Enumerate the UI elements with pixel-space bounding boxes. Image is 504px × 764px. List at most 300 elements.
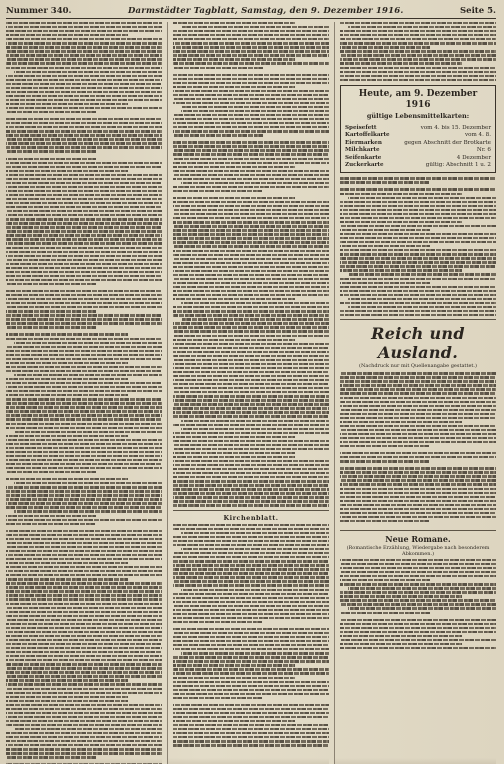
article-text-block <box>6 22 162 764</box>
article-text-block <box>340 22 496 81</box>
text-line <box>6 643 162 645</box>
text-line <box>340 520 430 522</box>
article-text-block <box>340 372 496 527</box>
text-columns <box>6 22 496 764</box>
text-line <box>173 552 329 554</box>
text-line <box>6 696 128 698</box>
text-line <box>340 417 496 419</box>
text-line <box>173 740 329 742</box>
text-line <box>14 728 162 730</box>
text-line <box>173 432 329 434</box>
text-line <box>340 452 496 454</box>
ration-row <box>345 147 491 154</box>
text-line <box>173 178 329 180</box>
text-line <box>173 174 329 176</box>
text-line <box>6 578 128 580</box>
text-line <box>340 612 430 614</box>
text-line <box>6 471 96 473</box>
text-line <box>6 736 162 738</box>
text-line <box>348 273 496 275</box>
text-line <box>340 421 462 423</box>
text-line <box>6 370 162 372</box>
text-line <box>6 378 128 380</box>
section-heading: Reich und Ausland. <box>371 324 465 363</box>
text-line <box>348 306 496 308</box>
text-line <box>173 98 329 100</box>
text-line <box>173 190 263 192</box>
text-line <box>173 640 329 642</box>
article-text-block <box>340 177 496 316</box>
text-line <box>340 483 496 485</box>
text-line <box>173 391 329 393</box>
text-line <box>173 524 329 526</box>
text-line <box>6 134 162 136</box>
text-line <box>6 366 162 368</box>
text-line <box>6 667 162 669</box>
text-line <box>340 460 430 462</box>
text-line <box>6 87 162 89</box>
text-line <box>6 279 162 281</box>
text-line <box>6 170 128 172</box>
text-line <box>6 166 162 168</box>
text-line <box>173 636 329 638</box>
text-line <box>6 146 162 148</box>
text-line <box>6 590 162 592</box>
text-line <box>340 67 496 69</box>
text-line <box>173 708 329 710</box>
ration-item-name: Speisefett <box>345 124 377 131</box>
text-line <box>6 639 162 641</box>
text-line <box>6 398 162 400</box>
text-line <box>6 582 162 584</box>
text-line <box>340 38 496 40</box>
text-line <box>173 170 329 172</box>
text-line <box>340 504 496 506</box>
text-line <box>14 482 162 484</box>
text-line <box>6 142 162 144</box>
text-line <box>6 38 162 40</box>
text-line <box>6 406 162 408</box>
ration-item-validity: gegen Abschnitt der Brotkarte <box>404 139 491 146</box>
text-line <box>6 724 162 726</box>
text-line <box>6 42 162 44</box>
text-line <box>14 510 162 512</box>
text-line <box>6 182 162 184</box>
text-line <box>340 405 496 407</box>
text-line <box>340 471 496 473</box>
text-line <box>181 106 329 108</box>
text-line <box>173 262 329 264</box>
text-line <box>14 431 162 433</box>
text-line <box>6 218 162 220</box>
text-line <box>6 50 162 52</box>
text-line <box>173 488 329 490</box>
text-line <box>173 335 329 337</box>
text-line <box>6 230 162 232</box>
text-line <box>340 30 496 32</box>
text-line <box>6 271 162 273</box>
text-line <box>6 255 162 257</box>
text-line <box>6 688 162 690</box>
text-line <box>6 138 162 140</box>
text-line <box>340 229 430 231</box>
text-line <box>173 274 329 276</box>
text-line <box>6 744 162 746</box>
text-line <box>340 623 496 625</box>
text-line <box>348 587 496 589</box>
text-line <box>173 660 329 662</box>
text-line <box>6 202 162 204</box>
text-line <box>6 62 162 64</box>
text-line <box>340 631 496 633</box>
issue-number: Nummer 340. <box>6 6 72 16</box>
text-line <box>173 343 329 345</box>
ration-list <box>345 125 491 169</box>
text-line <box>173 648 329 650</box>
text-line <box>340 290 496 292</box>
text-line <box>340 496 496 498</box>
text-line <box>6 443 162 445</box>
text-line <box>6 283 96 285</box>
ration-item-name: Eiermarken <box>345 139 382 146</box>
text-line <box>173 126 329 128</box>
text-line <box>173 67 263 69</box>
text-line <box>340 278 496 280</box>
ration-row <box>345 125 491 132</box>
text-line <box>6 410 162 412</box>
text-line <box>340 595 462 597</box>
text-line <box>173 395 329 397</box>
text-line <box>6 259 162 261</box>
text-line <box>173 162 329 164</box>
ration-item-validity: vom 4. 8. <box>464 132 491 139</box>
text-line <box>6 322 162 324</box>
kirchliche-heading: Kirchenblatt. <box>223 513 279 522</box>
text-line <box>173 712 329 714</box>
ration-item-validity: Nr. 6 <box>476 147 491 154</box>
text-line <box>340 54 496 56</box>
text-line <box>6 574 162 576</box>
text-line <box>6 523 96 525</box>
text-line <box>173 568 329 570</box>
text-line <box>6 615 162 617</box>
page-header <box>6 6 496 19</box>
text-line <box>173 732 329 734</box>
text-line <box>14 342 162 344</box>
text-line <box>6 611 162 613</box>
text-line <box>173 149 329 151</box>
text-line <box>14 374 162 376</box>
text-line <box>348 607 496 609</box>
text-line <box>6 534 162 536</box>
text-line <box>6 302 162 304</box>
text-line <box>340 46 430 48</box>
text-line <box>173 241 329 243</box>
page-number: Seite 5. <box>460 6 496 16</box>
text-line <box>6 635 162 637</box>
text-line <box>340 221 462 223</box>
ration-item-validity: vom 4. bis 15. Dezember <box>420 124 491 131</box>
text-line <box>6 386 162 388</box>
text-line <box>173 668 329 670</box>
text-line <box>181 110 329 112</box>
text-line <box>173 130 329 132</box>
text-line <box>340 603 496 605</box>
text-line <box>173 266 329 268</box>
text-line <box>340 567 496 569</box>
text-line <box>340 42 496 44</box>
text-line <box>348 197 496 199</box>
text-line <box>340 225 496 227</box>
text-line <box>173 484 329 486</box>
text-line <box>173 576 329 578</box>
text-line <box>173 254 329 256</box>
text-line <box>340 269 462 271</box>
text-line <box>173 601 329 603</box>
text-line <box>6 75 162 77</box>
text-line <box>6 194 162 196</box>
text-line <box>6 651 162 653</box>
text-line <box>340 441 496 443</box>
text-line <box>173 580 329 582</box>
text-line <box>340 475 496 477</box>
text-line <box>6 99 162 101</box>
text-line <box>173 492 329 494</box>
text-line <box>173 250 329 252</box>
text-line <box>173 278 329 280</box>
text-line <box>6 740 162 742</box>
text-line <box>6 210 162 212</box>
text-line <box>340 639 496 641</box>
text-line <box>6 498 162 500</box>
text-line <box>340 647 496 649</box>
text-line <box>340 492 496 494</box>
ration-cards-box <box>340 85 496 173</box>
text-line <box>6 538 162 540</box>
text-line <box>181 428 329 430</box>
text-line <box>340 571 496 573</box>
text-line <box>340 575 496 577</box>
text-line <box>6 439 162 441</box>
ration-item-name: Zuckerkarte <box>345 161 384 168</box>
text-line <box>173 597 329 599</box>
text-line <box>173 30 329 32</box>
text-line <box>173 141 329 143</box>
text-line <box>173 294 329 296</box>
text-line <box>6 716 162 718</box>
text-line <box>6 550 162 552</box>
text-line <box>173 500 329 502</box>
text-line <box>6 247 162 249</box>
text-line <box>340 599 496 601</box>
text-line <box>6 647 162 649</box>
text-line <box>6 515 96 517</box>
text-line <box>340 253 496 255</box>
text-line <box>173 605 329 607</box>
text-line <box>173 528 329 530</box>
text-line <box>6 58 162 60</box>
text-line <box>173 424 329 426</box>
text-line <box>340 388 496 390</box>
text-line <box>6 290 162 292</box>
text-line <box>6 46 162 48</box>
text-line <box>6 354 162 356</box>
text-line <box>173 158 329 160</box>
text-line <box>340 583 496 585</box>
text-line <box>340 79 496 81</box>
text-line <box>6 752 162 754</box>
text-line <box>173 681 329 683</box>
text-line <box>6 671 162 673</box>
text-line <box>173 201 329 203</box>
text-line <box>173 229 329 231</box>
text-line <box>340 445 430 447</box>
text-line <box>173 355 329 357</box>
text-line <box>6 107 162 109</box>
text-line <box>6 418 162 420</box>
text-line <box>173 617 329 619</box>
text-line <box>173 197 295 199</box>
text-line <box>173 22 295 24</box>
text-line <box>6 594 162 596</box>
text-line <box>6 186 162 188</box>
ration-row <box>345 132 491 139</box>
text-line <box>340 302 496 304</box>
text-line <box>340 425 496 427</box>
text-line <box>173 326 329 328</box>
text-line <box>6 679 128 681</box>
text-line <box>340 310 496 312</box>
text-line <box>173 371 329 373</box>
text-line <box>6 126 162 128</box>
text-line <box>181 182 329 184</box>
text-line <box>6 362 128 364</box>
text-line <box>340 217 496 219</box>
text-line <box>6 150 96 152</box>
text-line <box>173 556 329 558</box>
text-line <box>6 712 162 714</box>
text-line <box>6 226 162 228</box>
text-line <box>340 437 496 439</box>
text-line <box>340 401 496 403</box>
text-line <box>173 415 329 417</box>
text-line <box>181 548 329 550</box>
text-line <box>173 78 329 80</box>
text-line <box>6 206 162 208</box>
text-line <box>340 429 496 431</box>
text-line <box>6 54 162 56</box>
text-line <box>6 663 162 665</box>
text-line <box>173 46 329 48</box>
text-line <box>340 34 496 36</box>
text-line <box>6 174 162 176</box>
text-line <box>340 380 496 382</box>
text-line <box>6 570 162 572</box>
text-line <box>6 251 162 253</box>
text-line <box>340 619 496 621</box>
text-line <box>173 504 329 506</box>
text-line <box>173 689 329 691</box>
text-line <box>340 294 496 296</box>
text-line <box>6 130 162 132</box>
ration-box-title: Heute, am 9. Dezember 1916 gültige Lebensmittelkarten: <box>358 88 478 120</box>
text-line <box>173 720 295 722</box>
ration-item-name: Kartoffelkarte <box>345 132 390 139</box>
text-line <box>173 82 329 84</box>
text-line <box>6 427 162 429</box>
text-line <box>6 333 128 335</box>
text-line <box>173 153 329 155</box>
text-line <box>340 237 496 239</box>
text-line <box>348 298 496 300</box>
text-line <box>6 494 162 496</box>
text-line <box>6 455 162 457</box>
section-subheading: (Nachdruck nur mit Quellenangabe gestattet.) <box>359 363 477 370</box>
text-line <box>6 586 162 588</box>
text-line <box>6 267 162 269</box>
text-line <box>6 198 162 200</box>
text-line <box>173 496 329 498</box>
text-line <box>340 209 496 211</box>
text-line <box>173 145 329 147</box>
text-line <box>173 118 329 120</box>
text-line <box>6 463 162 465</box>
text-line <box>6 178 162 180</box>
text-line <box>173 221 329 223</box>
text-line <box>173 367 329 369</box>
text-line <box>6 238 162 240</box>
text-line <box>173 407 329 409</box>
text-line <box>340 50 496 52</box>
text-line <box>6 562 128 564</box>
text-line <box>173 472 329 474</box>
text-line <box>173 716 329 718</box>
text-line <box>340 213 496 215</box>
text-line <box>173 245 329 247</box>
text-line <box>6 346 162 348</box>
text-line <box>6 459 162 461</box>
text-line <box>6 619 162 621</box>
text-line <box>173 564 329 566</box>
text-line <box>6 67 162 69</box>
text-line <box>6 704 162 706</box>
text-line <box>14 71 162 73</box>
text-line <box>173 217 329 219</box>
text-line <box>6 435 128 437</box>
text-line <box>340 579 430 581</box>
text-line <box>173 677 295 679</box>
text-line <box>6 506 162 508</box>
text-line <box>173 448 329 450</box>
text-line <box>6 310 96 312</box>
text-line <box>173 134 263 136</box>
text-line <box>6 118 162 120</box>
text-line <box>173 452 295 454</box>
text-line <box>173 685 329 687</box>
text-line <box>340 265 496 267</box>
text-line <box>173 387 329 389</box>
text-line <box>173 476 329 478</box>
text-line <box>6 598 162 600</box>
text-line <box>340 241 496 243</box>
text-line <box>6 554 162 556</box>
text-line <box>6 306 162 308</box>
text-line <box>173 456 295 458</box>
text-line <box>173 621 263 623</box>
text-line <box>173 403 329 405</box>
text-line <box>6 214 162 216</box>
text-line <box>173 306 329 308</box>
